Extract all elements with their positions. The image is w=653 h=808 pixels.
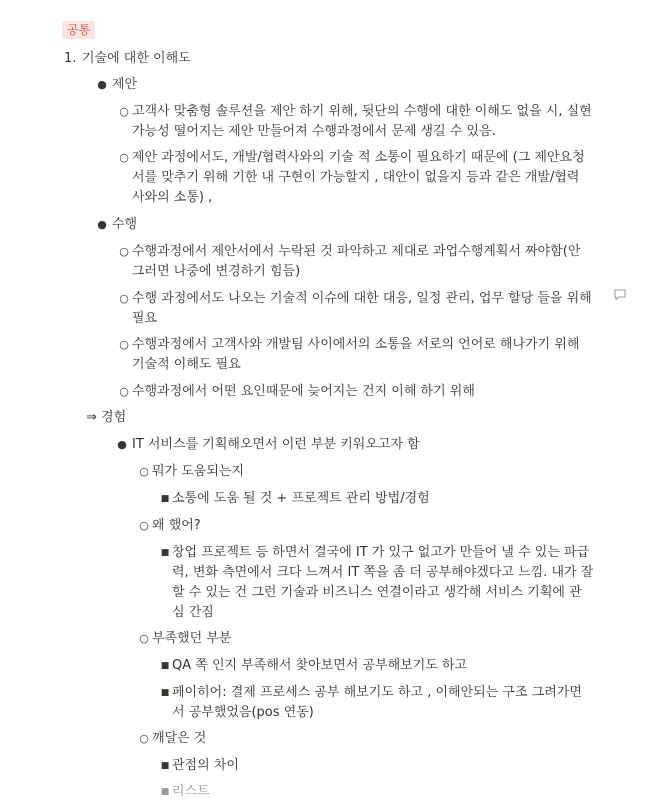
circle-bullet: ○ — [119, 105, 129, 118]
list-item — [158, 654, 467, 673]
circle-bullet: ○ — [119, 292, 129, 305]
square-bullet: ■ — [160, 548, 170, 558]
tag-badge[interactable]: 공통 — [62, 21, 95, 39]
list-item-text: 리스트 — [172, 784, 210, 799]
list-item-continuation: 서를 맞추기 위해 기한 내 구현이 가능할지 , 대안이 없을지 등과 같은 개발/협력 — [132, 170, 580, 185]
circle-bullet: ○ — [119, 245, 129, 258]
disc-bullet: ● — [97, 78, 107, 91]
list-item-text: 고객사 맞춤형 솔루션을 제안 하기 위해, 뒷단의 수행에 대한 이해도 없을 시, 실현 — [132, 104, 592, 119]
list-item — [158, 681, 582, 700]
list-item — [116, 100, 592, 119]
list-item-continuation: 기술적 이해도 필요 — [132, 357, 241, 372]
disc-bullet: ● — [97, 218, 107, 231]
square-bullet: ■ — [160, 787, 170, 797]
list-item-continuation: 사와의 소통) , — [132, 190, 213, 205]
circle-bullet: ○ — [139, 519, 149, 532]
circle-bullet: ○ — [139, 732, 149, 745]
list-item-text: 페이히어: 결제 프로세스 공부 해보기도 하고 , 이해안되는 구조 그려가면 — [172, 685, 582, 700]
group-label: 부족했던 부분 — [152, 631, 232, 646]
sub-bullet — [136, 727, 206, 746]
circle-bullet: ○ — [139, 632, 149, 645]
sub-bullet — [136, 514, 201, 533]
list-item-text: 수행과정에서 고객사와 개발팀 사이에서의 소통을 서로의 언어로 해나가기 위해 — [132, 337, 580, 352]
list-item-text: 관점의 차이 — [172, 758, 239, 773]
list-item-text: 소통에 도움 될 것 + 프로젝트 관리 방법/경험 — [172, 491, 430, 506]
disc-bullet: ● — [117, 438, 127, 451]
list-item-text: QA 쪽 인지 부족해서 찾아보면서 공부해보기도 하고 — [172, 658, 468, 673]
square-bullet: ■ — [160, 761, 170, 771]
list-item-text: 창업 프로젝트 등 하면서 결국에 IT 가 있구 없고가 만들어 낼 수 있는 파급 — [172, 545, 590, 560]
circle-bullet: ○ — [139, 465, 149, 478]
circle-bullet: ○ — [119, 385, 129, 398]
numbered-item-1 — [64, 47, 191, 66]
square-bullet: ■ — [160, 494, 170, 504]
list-item-text: 수행과정에서 제안서에서 누락된 것 파악하고 제대로 과업수행계획서 짜야함(안 — [132, 244, 581, 259]
proposal-label: 제안 — [112, 77, 138, 92]
comment-icon[interactable] — [614, 289, 626, 300]
list-item-continuation: 그러면 나중에 변경하기 힘듬) — [132, 264, 301, 279]
sub-bullet — [136, 627, 231, 646]
circle-bullet: ○ — [119, 338, 129, 351]
list-number: 1. — [64, 51, 77, 66]
square-bullet: ■ — [160, 688, 170, 698]
list-item-continuation: 할 수 있는 건 그런 기술과 비즈니스 연결이라고 생각해 서비스 기획에 관 — [172, 585, 582, 600]
bullet-execution — [92, 213, 137, 232]
bullet-experience — [112, 433, 420, 452]
sub-bullet — [136, 460, 244, 479]
experience-heading: ⇒ 경험 — [86, 410, 127, 425]
list-item — [116, 380, 475, 399]
list-item — [116, 287, 592, 306]
list-item — [158, 541, 589, 560]
square-bullet: ■ — [160, 661, 170, 671]
list-item — [116, 333, 579, 352]
list-item — [158, 780, 210, 799]
list-item-continuation: 필요 — [132, 311, 158, 326]
group-label: 뭐가 도움되는지 — [152, 464, 245, 479]
experience-bullet-text: IT 서비스를 기획해오면서 이런 부분 키워오고자 함 — [132, 437, 420, 452]
list-item-text: 수행과정에서 어떤 요인때문에 늦어지는 건지 이해 하기 위해 — [132, 384, 475, 399]
group-label: 깨달은 것 — [152, 731, 207, 746]
list-item — [116, 146, 585, 165]
group-label: 왜 했어? — [152, 518, 201, 533]
bullet-proposal — [92, 73, 137, 92]
list-item — [116, 240, 580, 259]
circle-bullet: ○ — [119, 151, 129, 164]
list-item-continuation: 력, 변화 측면에서 크다 느껴서 IT 쪽을 좀 더 공부해야겠다고 느낌. 내가 잘 — [172, 565, 594, 580]
list-item-continuation: 심 간짐 — [172, 605, 214, 620]
list-item-text: 제안 과정에서도, 개발/협력사와의 기술 적 소통이 필요하기 때문에 (그 제안요청 — [132, 150, 585, 165]
execution-label: 수행 — [112, 217, 138, 232]
list-item-continuation: 가능성 떨어지는 제안 만들어져 수행과정에서 문제 생길 수 있음. — [132, 124, 496, 139]
list-item — [158, 487, 430, 506]
section-title: 기술에 대한 이해도 — [82, 51, 191, 66]
list-item-text: 수행 과정에서도 나오는 기술적 이슈에 대한 대응, 일정 관리, 업무 할당 들을 위해 — [132, 291, 592, 306]
list-item-continuation: 서 공부했었음(pos 연동) — [172, 705, 314, 720]
list-item — [158, 754, 239, 773]
